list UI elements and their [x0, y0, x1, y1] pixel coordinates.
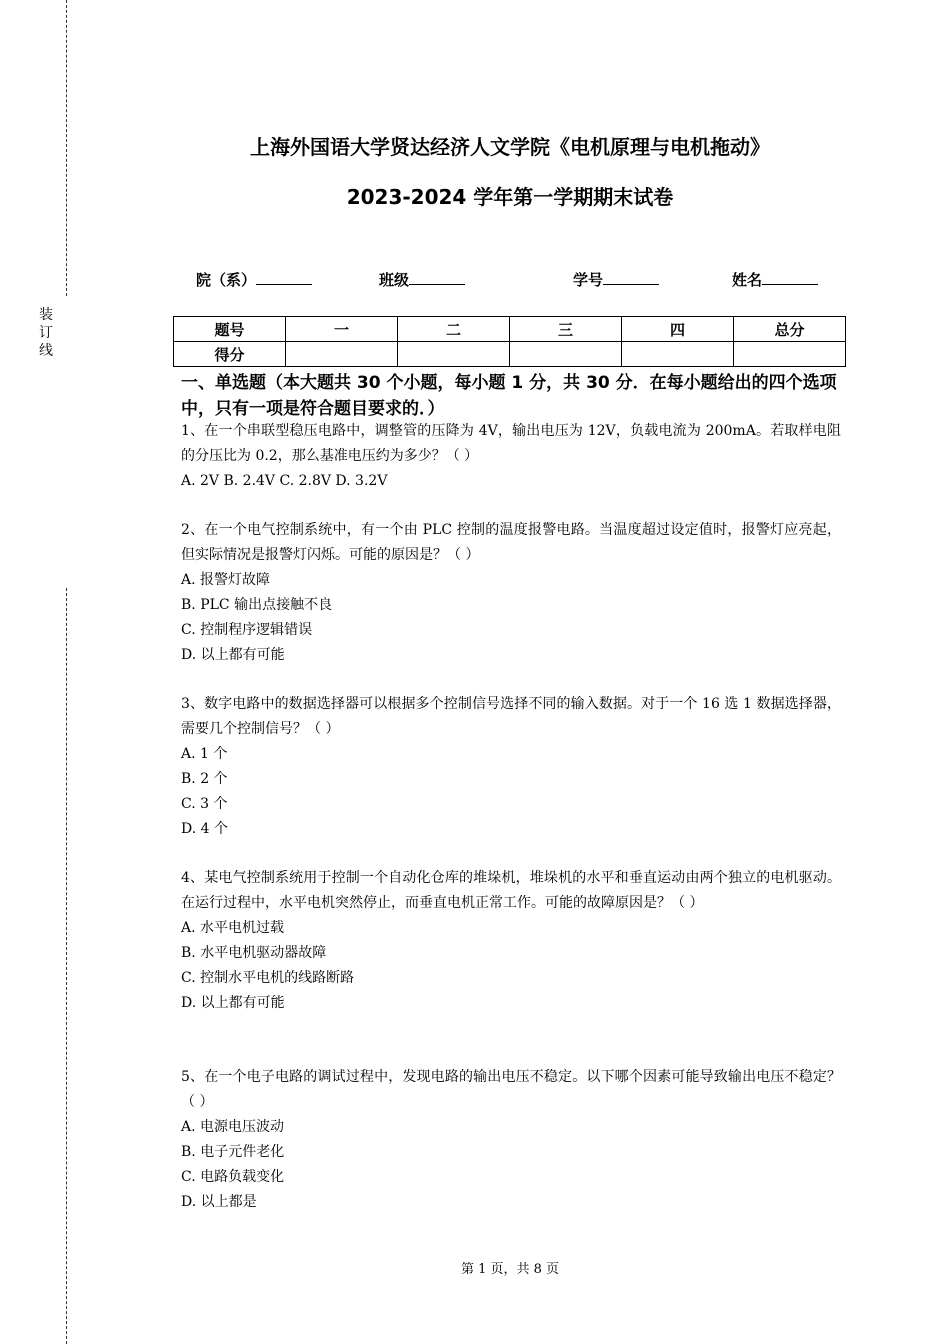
question-option: D. 以上都有可能 — [181, 995, 285, 1011]
exam-title-line1: 上海外国语大学贤达经济人文学院《电机原理与电机拖动》 — [250, 135, 770, 159]
student-id-label: 学号 — [573, 271, 604, 289]
score-cell[interactable] — [286, 342, 398, 367]
question-option: C. 控制水平电机的线路断路 — [181, 970, 355, 986]
name-blank[interactable] — [762, 270, 818, 285]
score-row-label: 得分 — [174, 342, 286, 367]
class-blank[interactable] — [409, 270, 465, 285]
student-id-field[interactable] — [573, 269, 659, 290]
score-cell[interactable] — [398, 342, 510, 367]
question-1 — [181, 419, 841, 494]
score-header-cell: 总分 — [734, 317, 846, 342]
question-stem: 2、在一个电气控制系统中，有一个由 PLC 控制的温度报警电路。当温度超过设定值时，报警灯应亮起，但实际情况是报警灯闪烁。可能的原因是？（ ） — [181, 522, 841, 563]
binding-dashed-line-bottom — [66, 588, 67, 1344]
department-label: 院（系） — [196, 271, 257, 289]
question-option: D. 以上都是 — [181, 1194, 257, 1210]
question-option: B. 水平电机驱动器故障 — [181, 945, 327, 961]
binding-label — [38, 306, 54, 360]
score-cell[interactable] — [510, 342, 622, 367]
question-option: B. 2 个 — [181, 771, 228, 787]
score-table — [173, 316, 846, 367]
score-cell[interactable] — [622, 342, 734, 367]
exam-title-line2: 2023-2024 学年第一学期期末试卷 — [346, 185, 674, 209]
score-header-cell: 二 — [398, 317, 510, 342]
score-table-score-row — [174, 342, 846, 367]
question-option: D. 4 个 — [181, 821, 228, 837]
binding-char: 线 — [39, 343, 53, 359]
question-option: B. 电子元件老化 — [181, 1144, 285, 1160]
question-2 — [181, 518, 841, 668]
question-stem: 3、数字电路中的数据选择器可以根据多个控制信号选择不同的输入数据。对于一个 16 选 1 数据选择器，需要几个控制信号？（ ） — [181, 696, 841, 737]
question-option: A. 报警灯故障 — [181, 572, 271, 588]
question-stem: 1、在一个串联型稳压电路中，调整管的压降为 4V，输出电压为 12V，负载电流为 200mA。若取样电阻的分压比为 0.2，那么基准电压约为多少？（ ） — [181, 423, 841, 464]
name-label: 姓名 — [732, 271, 763, 289]
question-option: C. 控制程序逻辑错误 — [181, 622, 313, 638]
name-field[interactable] — [732, 269, 818, 290]
score-header-cell: 一 — [286, 317, 398, 342]
question-option: A. 1 个 — [181, 746, 228, 762]
score-header-cell: 题号 — [174, 317, 286, 342]
question-option: D. 以上都有可能 — [181, 647, 285, 663]
department-blank[interactable] — [256, 270, 312, 285]
question-option: A. 电源电压波动 — [181, 1119, 285, 1135]
score-table-header-row — [174, 317, 846, 342]
page-number: 第 1 页，共 8 页 — [460, 1262, 560, 1277]
question-3 — [181, 692, 841, 842]
question-5 — [181, 1065, 841, 1215]
score-cell[interactable] — [734, 342, 846, 367]
class-field[interactable] — [379, 269, 465, 290]
class-label: 班级 — [379, 271, 410, 289]
binding-char: 装 — [39, 307, 53, 323]
question-option: A. 水平电机过载 — [181, 920, 285, 936]
score-header-cell: 三 — [510, 317, 622, 342]
question-option: A. 2V B. 2.4V C. 2.8V D. 3.2V — [181, 473, 388, 489]
score-header-cell: 四 — [622, 317, 734, 342]
question-4 — [181, 866, 841, 1016]
department-field[interactable] — [196, 269, 312, 290]
question-stem: 5、在一个电子电路的调试过程中，发现电路的输出电压不稳定。以下哪个因素可能导致输出电压不稳定？（ ） — [181, 1069, 841, 1110]
question-option: B. PLC 输出点接触不良 — [181, 597, 333, 613]
question-stem: 4、某电气控制系统用于控制一个自动化仓库的堆垛机，堆垛机的水平和垂直运动由两个独立的电机驱动。在运行过程中，水平电机突然停止，而垂直电机正常工作。可能的故障原因是？（ ） — [181, 870, 841, 911]
section-heading: 一、单选题（本大题共 30 个小题，每小题 1 分，共 30 分．在每小题给出的四个选项中，只有一项是符合题目要求的．） — [181, 373, 837, 419]
binding-char: 订 — [39, 325, 53, 341]
student-id-blank[interactable] — [603, 270, 659, 285]
question-option: C. 电路负载变化 — [181, 1169, 285, 1185]
question-option: C. 3 个 — [181, 796, 228, 812]
